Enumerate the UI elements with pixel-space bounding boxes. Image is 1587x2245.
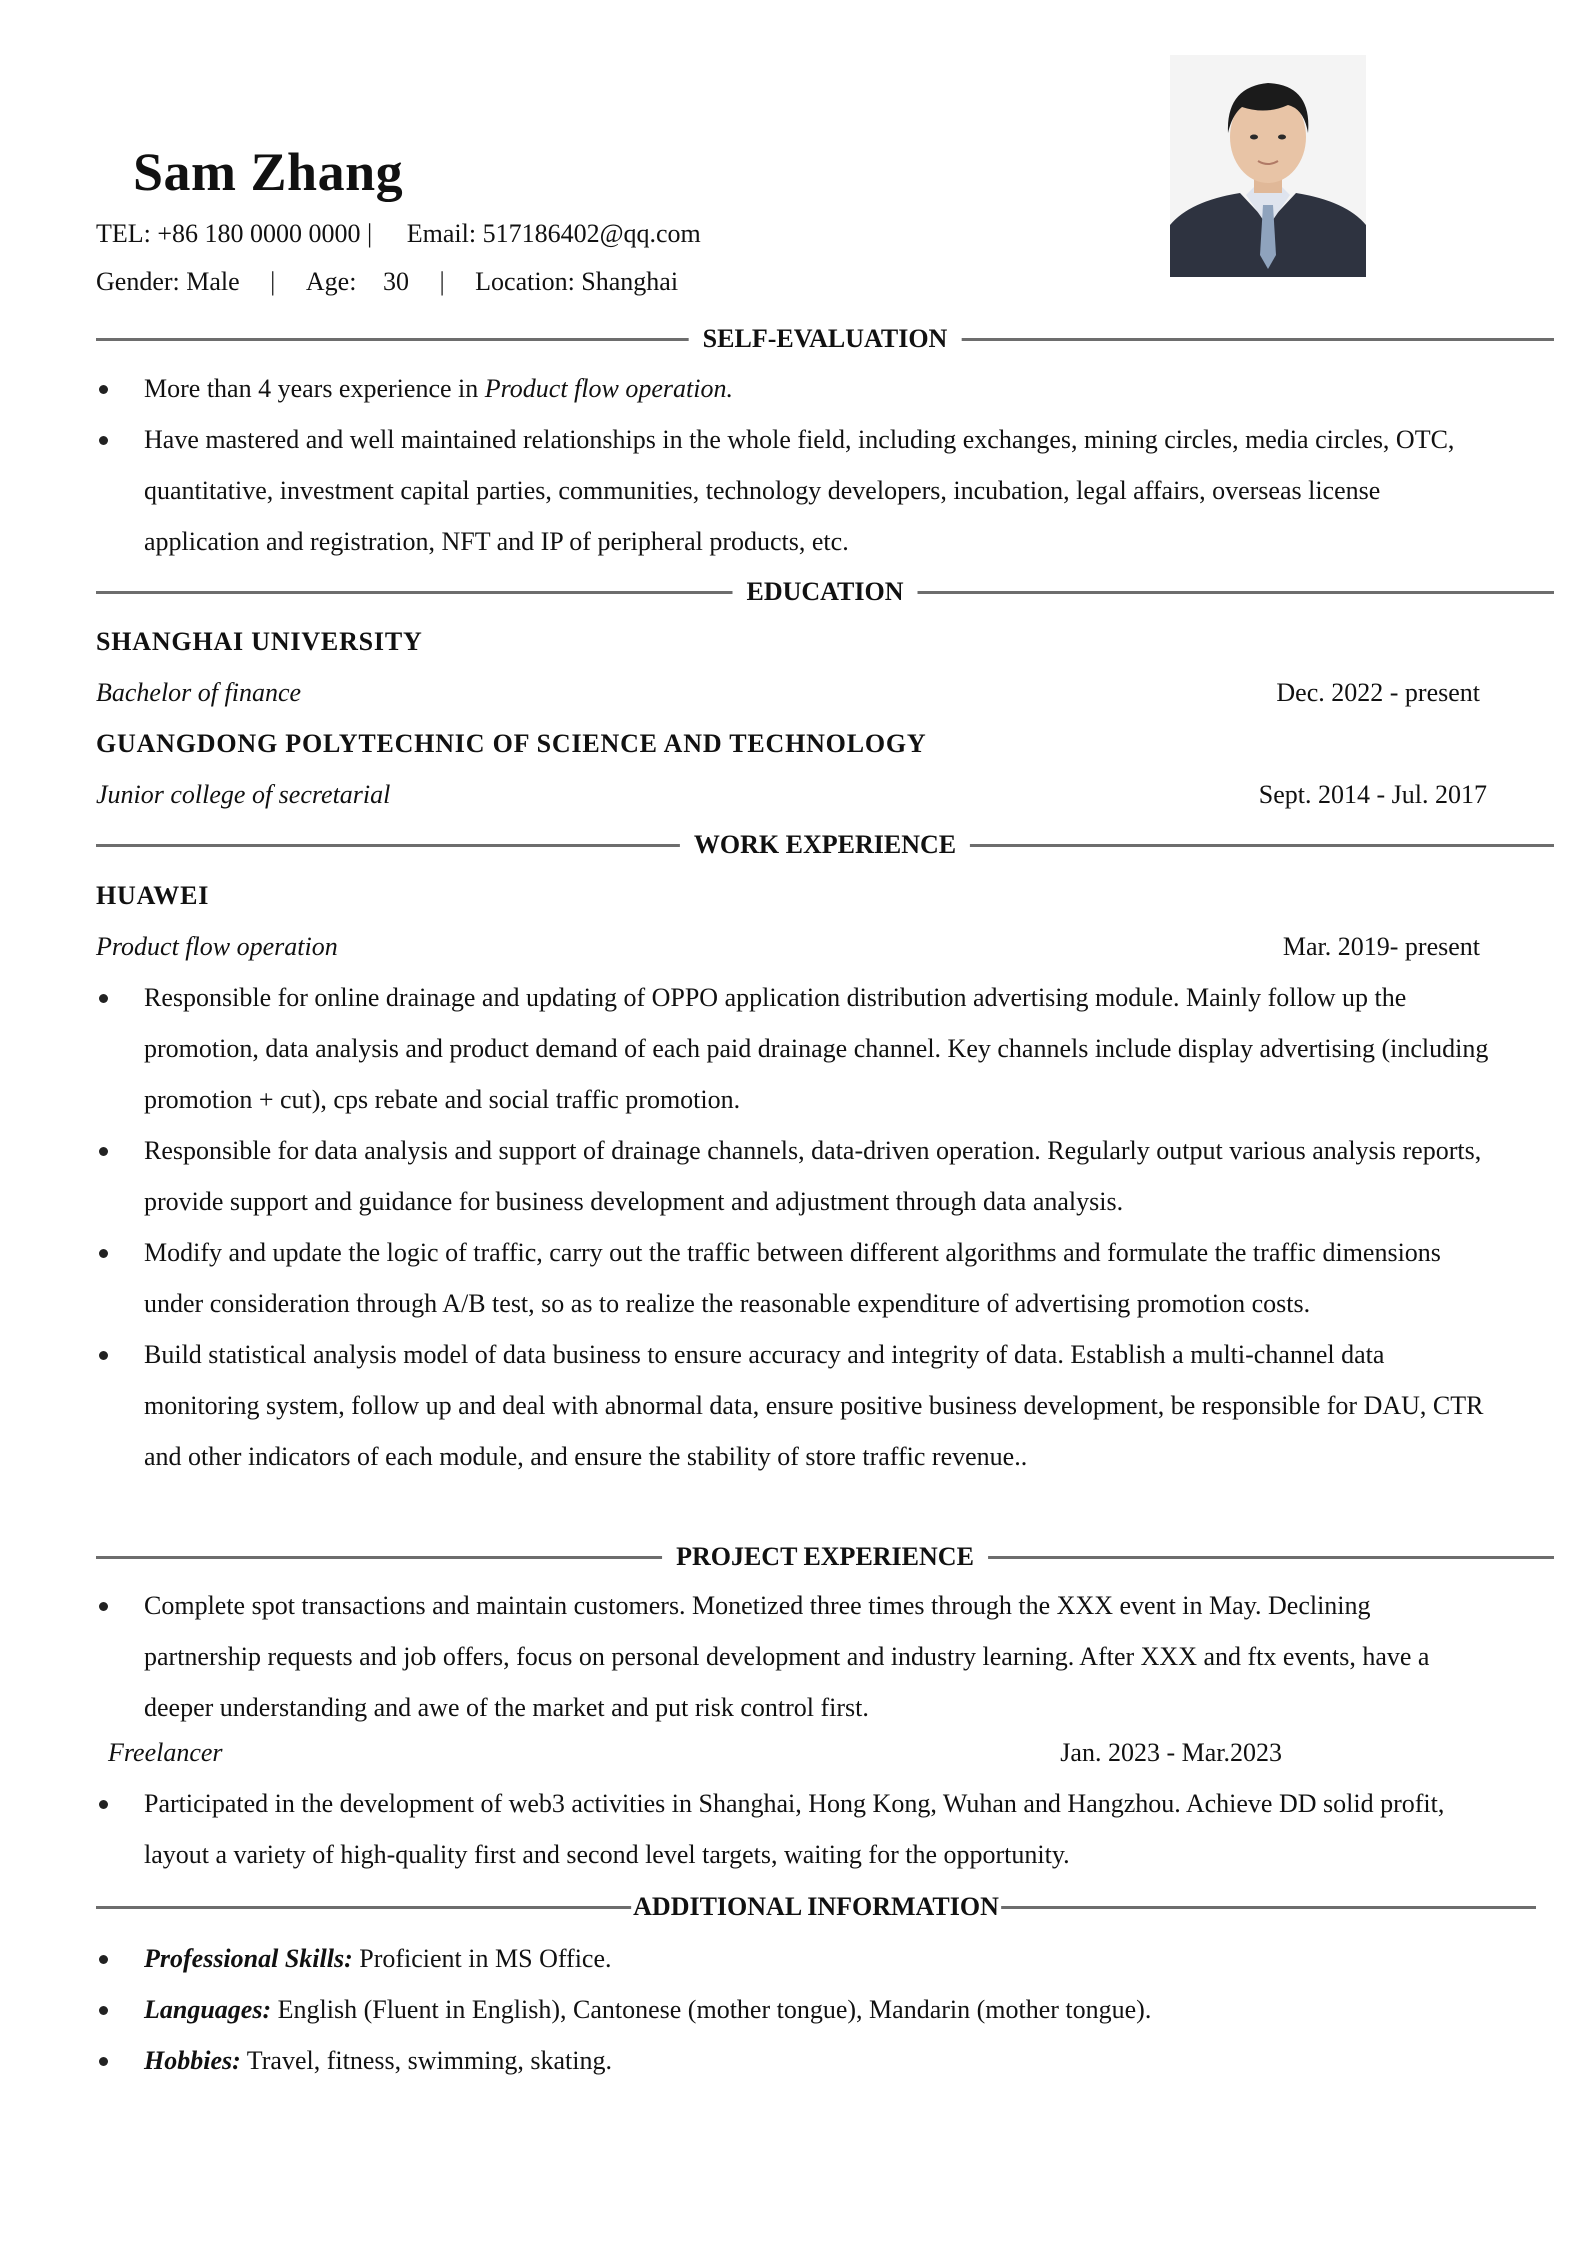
degree: Bachelor of finance [96, 678, 302, 707]
email-address: Email: 517186402@qq.com [406, 219, 701, 248]
list-item: Responsible for data analysis and support of drainage channels, data-driven operation. Regularly output various analysis reports, provide support and guidance for business development and adjustment through data analysis. [96, 1125, 1489, 1227]
list-item: Build statistical analysis model of data business to ensure accuracy and integrity of data. Establish a multi-channel data monitoring system, follow up and deal with abnormal data, ensure positive business development, be responsible for DAU, CTR and other indicators of each module, and ensure the stability of store traffic revenue.. [96, 1329, 1489, 1482]
section-heading-additional-information [96, 1890, 1536, 1924]
section-title: SELF-EVALUATION [689, 322, 962, 356]
list-item: Responsible for online drainage and updating of OPPO application distribution advertising module. Mainly follow up the promotion, data analysis and product demand of each paid drainage channel. Key channels include display advertising (including promotion + cut), cps rebate and social traffic promotion. [96, 972, 1489, 1125]
list-item [96, 2035, 1151, 2086]
section-heading-project-experience [96, 1540, 1554, 1574]
portrait-illustration [1170, 55, 1366, 277]
list-item: Participated in the development of web3 activities in Shanghai, Hong Kong, Wuhan and Hangzhou. Achieve DD solid profit, layout a variety of high-quality first and second level targets, waiting for the opportunity. [96, 1778, 1489, 1880]
list-item-text: Travel, fitness, swimming, skating. [240, 2046, 613, 2075]
list-item-text: More than 4 years experience in [144, 374, 485, 403]
separator: | [439, 267, 445, 296]
education-date: Sept. 2014 - Jul. 2017 [1258, 780, 1487, 809]
school-name: GUANGDONG POLYTECHNIC OF SCIENCE AND TECHNOLOGY [96, 729, 927, 758]
section-heading-work-experience [96, 828, 1554, 862]
job-title: Product flow operation [96, 932, 338, 961]
personal-info-line [96, 266, 678, 298]
work-date: Mar. 2019- present [1282, 932, 1480, 961]
section-title: ADDITIONAL INFORMATION [631, 1890, 1001, 1924]
contact-line [96, 218, 701, 250]
location: Location: Shanghai [475, 267, 679, 296]
list-item-text: English (Fluent in English), Cantonese (mother tongue), Mandarin (mother tongue). [271, 1995, 1152, 2024]
phone-number: TEL: +86 180 0000 0000 | [96, 219, 373, 248]
project-role: Freelancer [108, 1738, 223, 1767]
list-item: Complete spot transactions and maintain customers. Monetized three times through the XXX event in May. Declining partnership requests and job offers, focus on personal development and industry learning. After XXX and ftx events, have a deeper understanding and awe of the market and put risk control first. [96, 1580, 1489, 1733]
school-name: SHANGHAI UNIVERSITY [96, 627, 423, 656]
list-item [96, 1933, 1151, 1984]
list-item: Have mastered and well maintained relationships in the whole field, including exchanges, mining circles, media circles, OTC, quantitative, investment capital parties, communities, technology developers, incubation, legal affairs, overseas license application and registration, NFT and IP of peripheral products, etc. [96, 414, 1489, 567]
gender: Gender: Male [96, 267, 240, 296]
profile-photo [1170, 55, 1366, 277]
list-item: Modify and update the logic of traffic, carry out the traffic between different algorithms and formulate the traffic dimensions under consideration through A/B test, so as to realize the reasonable expenditure of advertising promotion costs. [96, 1227, 1489, 1329]
list-item-label: Hobbies: [144, 2046, 241, 2075]
candidate-name: Sam Zhang [133, 142, 404, 202]
education-date: Dec. 2022 - present [1276, 678, 1480, 707]
section-title: WORK EXPERIENCE [680, 828, 970, 862]
list-item [96, 1984, 1151, 2035]
list-item-label: Professional Skills: [144, 1944, 353, 1973]
age-value: 30 [382, 267, 409, 296]
company-name: HUAWEI [96, 881, 210, 910]
degree: Junior college of secretarial [96, 780, 391, 809]
list-item-emphasis: Product flow operation. [484, 374, 733, 403]
separator: | [270, 267, 276, 296]
self-evaluation-list [96, 363, 1489, 567]
project-list [96, 1580, 1489, 1733]
age-label: Age: [305, 267, 357, 296]
project-list [96, 1778, 1489, 1880]
section-heading-education [96, 575, 1554, 609]
list-item-label: Languages: [144, 1995, 272, 2024]
section-title: EDUCATION [733, 575, 918, 609]
additional-info-list [96, 1933, 1151, 2086]
section-heading-self-evaluation [96, 322, 1554, 356]
project-date: Jan. 2023 - Mar.2023 [1060, 1738, 1282, 1767]
list-item [96, 363, 1489, 414]
section-title: PROJECT EXPERIENCE [662, 1540, 988, 1574]
list-item-text: Proficient in MS Office. [352, 1944, 612, 1973]
work-responsibilities-list [96, 972, 1489, 1482]
